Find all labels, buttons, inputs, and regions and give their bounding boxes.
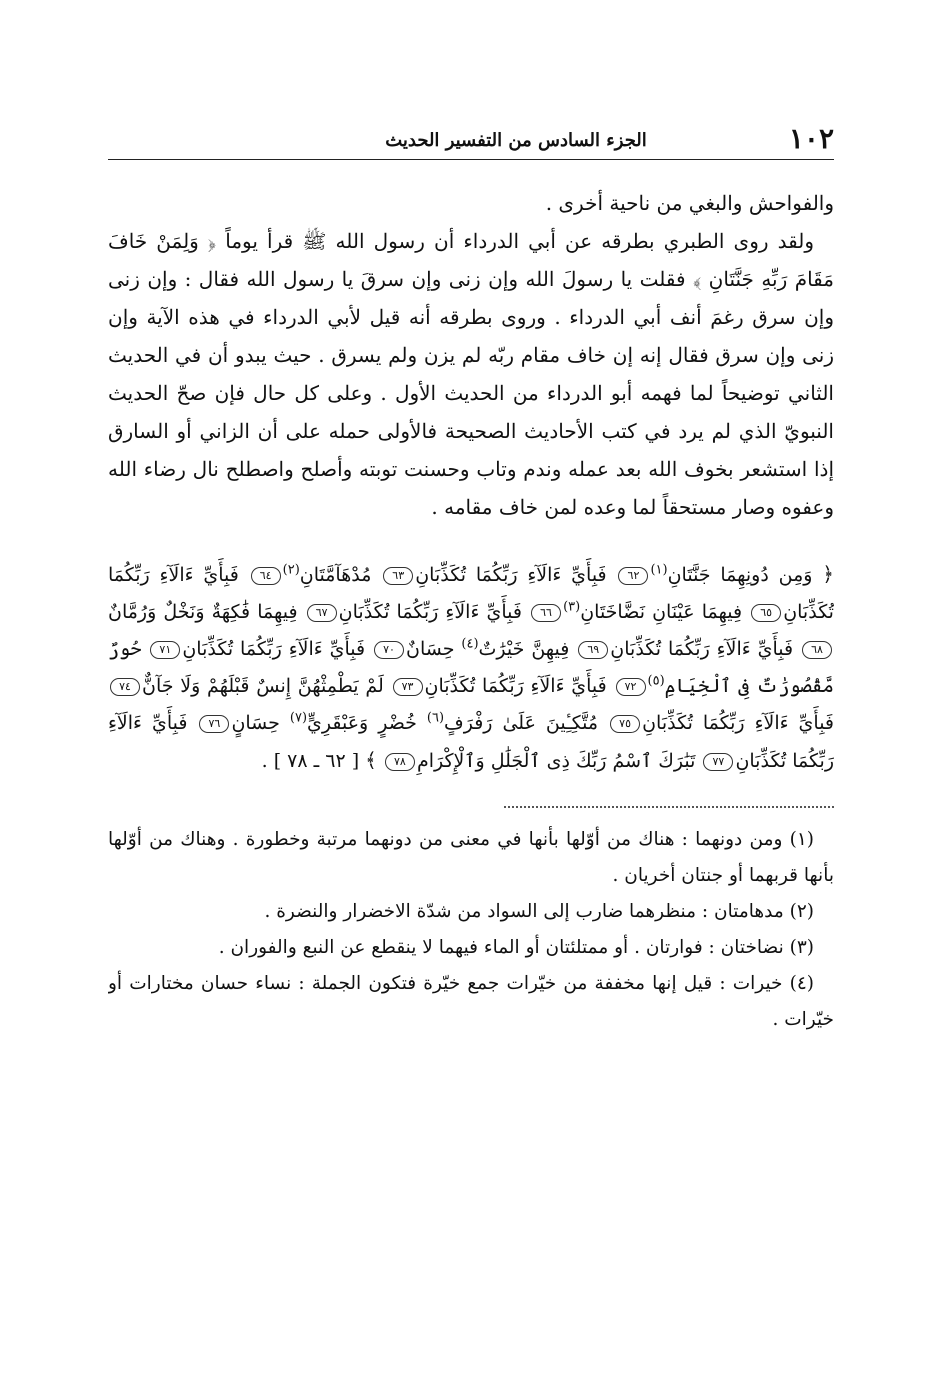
paragraph-2: ولقد روى الطبري بطرقه عن أبي الدرداء أن رسول الله ﷺ قرأ يوماً ﴿ وَلِمَنْ خَافَ مَقَامَ رَبِّهِ جَنَّتَانِ ﴾ فقلت يا رسولَ الله وإن زنى وإن سرقَ يا رسول الله فقال : وإن زنى وإن سرق رغمَ أنف أبي الدرداء . وروى بطرقه أنه قيل لأبي الدرداء في هذه الآية وإن زنى وإن سرق فقال إنه إن خاف مقام ربّه لم يزن ولم يسرق . حيث يبدو أن في الحديث الثاني توضيحاً لما فهمه أبو الدرداء من الحديث الأول . وعلى كل حال فإن صحّ الحديث النبويّ الذي لم يرد في كتب الأحاديث الصحيحة فالأولى حمله على أن الزاني أو السارق إذا استشعر بخوف الله بعد عمله وندم وتاب وحسنت توبته وأصلح واصطلح نال رضاء الله وعفوه وصار مستحقاً لما وعده لمن خاف مقامه .	[108, 229, 834, 519]
ayah-number-mark: ٧٧	[703, 753, 733, 771]
quran-verses-block	[108, 556, 834, 780]
ayah-number-mark: ٦٦	[531, 604, 561, 622]
footnote-2: (٢) مدهامتان : منظرهما ضارب إلى السواد من شدّة الاخضرار والنضرة .	[264, 901, 814, 922]
verse-text: فِيهِمَا عَيْنَانِ نَضَّاخَتَانِ	[580, 601, 750, 623]
verse-text: فِيهِنَّ خَيْرَٰتٌ	[478, 638, 577, 660]
footnote-3: (٣) نضاختان : فوارتان . أو ممتلئتان أو الماء فيهما لا ينقطع عن النبع والفوران .	[218, 937, 814, 958]
footnotes	[108, 822, 834, 1038]
ayah-number-mark: ٧٢	[616, 678, 646, 696]
ayah-number-mark: ٧٠	[374, 641, 404, 659]
ayah-number-mark: ٦٤	[251, 567, 281, 585]
verse-text: فَبِأَيِّ ءَالَآءِ رَبِّكُمَا تُكَذِّبَانِ	[182, 638, 373, 660]
footnote-divider	[504, 806, 834, 808]
verse-text: فَبِأَيِّ ءَالَآءِ رَبِّكُمَا تُكَذِّبَانِ	[610, 638, 800, 660]
footnote-4: (٤) خيرات : قيل إنها مخففة من خيّرات جمع خيّرة فتكون الجملة : نساء حسان مختارات أو خيّرات .	[108, 973, 834, 1030]
verse-text: فَبِأَيِّ ءَالَآءِ رَبِّكُمَا تُكَذِّبَانِ	[415, 564, 617, 586]
verse-text: تَبَٰرَكَ ٱسْمُ رَبِّكَ ذِى ٱلْجَلَٰلِ وَٱلْإِكْرَامِ	[416, 750, 702, 772]
verse-text: حِسَانٌ	[406, 638, 462, 660]
verse-text: حِسَانٍ	[231, 712, 290, 734]
quran-open-brace: ﴿	[822, 562, 834, 586]
verse-text: حُورٌ مَّقْصُورَٰتٌ فِى ٱلْخِيَامِ	[108, 638, 834, 697]
ayah-number-mark: ٦٥	[751, 604, 781, 622]
footnote-reference: (٥)	[647, 673, 665, 689]
verse-text: لَمْ يَطْمِثْهُنَّ إِنسٌ قَبْلَهُمْ وَلَا جَآنٌّ	[142, 675, 391, 697]
verse-text: فَبِأَيِّ ءَالَآءِ رَبِّكُمَا تُكَذِّبَانِ	[108, 564, 834, 623]
ayah-number-mark: ٧٨	[385, 753, 415, 771]
verse-text: فَبِأَيِّ ءَالَآءِ رَبِّكُمَا تُكَذِّبَانِ	[424, 675, 614, 697]
footnote-reference: (٣)	[563, 599, 581, 615]
body-text	[108, 184, 834, 526]
book-page	[108, 118, 834, 1298]
ayah-number-mark: ٦٩	[578, 641, 608, 659]
footnote-reference: (٢)	[282, 562, 300, 578]
footnote-reference: (١)	[650, 562, 668, 578]
ayah-number-mark: ٦٨	[802, 641, 832, 659]
footnote-1: (١) ومن دونهما : هناك من أوّلها بأنها في معنى من دونهما مرتبة وخطورة . وهناك من أوّلها بأنها قربهما أو جنتان أخريان .	[108, 829, 834, 886]
footnote-reference: (٧)	[289, 710, 308, 726]
ayah-number-mark: ٧١	[150, 641, 180, 659]
ayah-number-mark: ٦٢	[618, 567, 648, 585]
verse-reference: [ ٦٢ ـ ٧٨ ] .	[261, 750, 360, 772]
paragraph-1: والفواحش والبغي من ناحية أخرى .	[545, 191, 834, 215]
quran-segments	[108, 564, 834, 772]
footnote-reference: (٦)	[426, 710, 445, 726]
verse-text: فِيهِمَا فَٰكِهَةٌ وَنَخْلٌ وَرُمَّانٌ	[108, 601, 305, 623]
footnote-reference: (٤)	[461, 636, 479, 652]
ayah-number-mark: ٧٦	[199, 715, 229, 733]
running-title: الجزء السادس من التفسير الحديث	[385, 130, 647, 151]
ayah-number-mark: ٧٣	[393, 678, 423, 696]
page-number: ١٠٢	[788, 122, 834, 155]
quran-close-brace: ﴾	[365, 748, 377, 772]
ayah-number-mark: ٦٣	[383, 567, 413, 585]
verse-text: فَبِأَيِّ ءَالَآءِ رَبِّكُمَا تُكَذِّبَانِ	[642, 712, 834, 734]
verse-text: فَبِأَيِّ ءَالَآءِ رَبِّكُمَا تُكَذِّبَانِ	[108, 712, 834, 772]
verse-text: وَمِن دُونِهِمَا جَنَّتَانِ	[667, 564, 813, 586]
page-header	[108, 118, 834, 160]
verse-text: خُضْرٍ وَعَبْقَرِيٍّ	[307, 712, 427, 734]
verse-text: مُدْهَآمَّتَانِ	[299, 564, 382, 586]
verse-text: مُتَّكِـِٔينَ عَلَىٰ رَفْرَفٍ	[444, 712, 609, 734]
verse-text: فَبِأَيِّ ءَالَآءِ رَبِّكُمَا تُكَذِّبَانِ	[338, 601, 530, 623]
ayah-number-mark: ٧٥	[610, 715, 640, 733]
ayah-number-mark: ٦٧	[307, 604, 337, 622]
ayah-number-mark: ٧٤	[110, 678, 140, 696]
